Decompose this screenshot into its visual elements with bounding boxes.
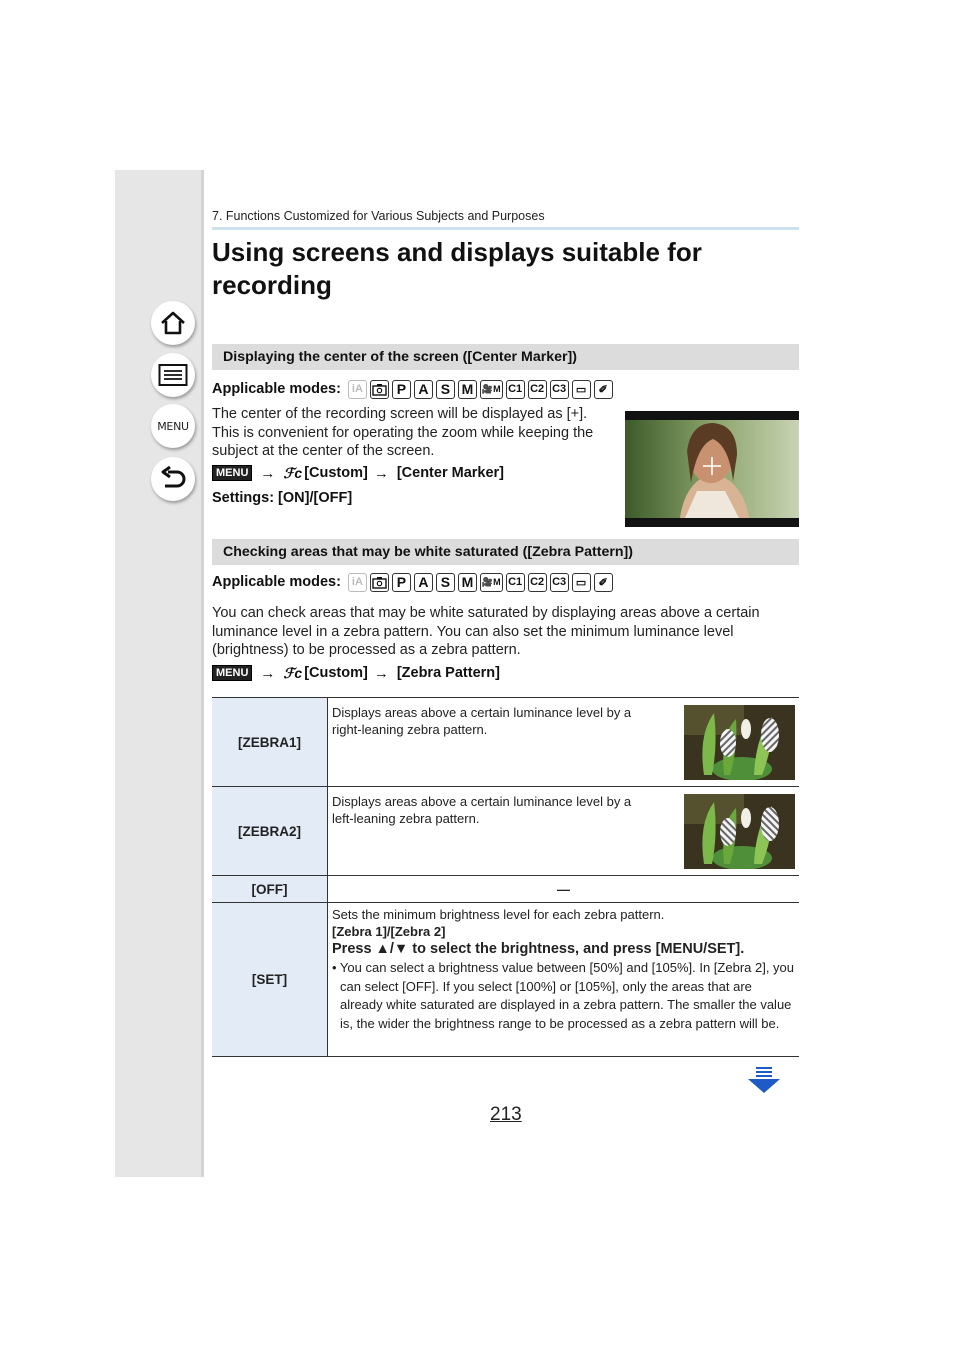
set-desc-line1: Sets the minimum brightness level for each zebra pattern. [332,907,665,922]
menu-badge-icon: MENU [212,665,252,681]
list-icon [158,363,188,387]
set-sub-heading: [Zebra 1]/[Zebra 2] [332,924,446,939]
set-note: • You can select a brightness value between [50%] and [105%]. In [Zebra 2], you can select [OFF]. If you select [100%] or [105%], only the areas that are already white saturated are displayed in a zebra pattern. The smaller the value is, the wider the brightness range to be processed as a zebra pattern will be. [332,960,795,1031]
mode-movie-m-icon: 🎥M [480,573,503,592]
page-title-line2: recording [212,270,332,300]
menu-path-custom: [Custom] [304,665,368,681]
arrow-icon: → [260,664,276,682]
desc1-line2: This is convenient for operating the zoom while keeping the [212,424,594,441]
chapter-rule [212,227,799,230]
sidebar-edge [201,170,204,1177]
mode-panorama-icon: ▭ [572,573,591,592]
menu-path-center-marker [212,463,504,483]
mode-m-icon: M [458,573,477,592]
mode-c1-icon: C1 [506,573,525,592]
option-name: [ZEBRA1] [212,698,328,787]
menu-button[interactable] [151,404,195,448]
menu-badge-icon: MENU [212,465,252,481]
custom-menu-icon: ℱc [283,664,303,681]
zebra1-desc-line1: Displays areas above a certain luminance level by a [332,705,632,720]
mode-c3-icon: C3 [550,380,569,399]
zebra2-example-image [684,794,795,869]
zebra2-desc-line1: Displays areas above a certain luminance level by a [332,794,632,809]
mode-p-icon: P [392,573,411,592]
next-page-arrow-icon [747,1066,781,1094]
mode-ia-plus-icon [370,380,389,399]
mode-c1-icon: C1 [506,380,525,399]
home-button[interactable] [151,301,195,345]
mode-p-icon: P [392,380,411,399]
page-title-line1: Using screens and displays suitable for [212,237,702,267]
back-button[interactable] [151,457,195,501]
menu-label: MENU [157,419,189,433]
arrow-icon: → [260,464,276,482]
next-page-button[interactable] [747,1066,781,1099]
mode-c3-icon: C3 [550,573,569,592]
zebra-description [212,604,760,660]
center-marker-description [212,405,593,461]
page-number: 213 [490,1104,522,1125]
center-marker-example-photo [625,411,799,527]
mode-a-icon: A [414,573,433,592]
set-instruction: Press ▲/▼ to select the brightness, and press [MENU/SET]. [332,941,745,957]
section-heading-center-marker: Displaying the center of the screen ([Center Marker]) [212,344,799,370]
mode-m-icon: M [458,380,477,399]
menu-path-item: [Zebra Pattern] [396,665,500,681]
page-title [212,236,792,302]
mode-creative-icon: ✐ [594,573,613,592]
desc2-line2: luminance level in a zebra pattern. You can also set the minimum luminance level [212,623,734,640]
chapter-heading: 7. Functions Customized for Various Subjects and Purposes [212,209,545,223]
table-row [212,698,799,787]
option-name: [ZEBRA2] [212,787,328,876]
settings-values: Settings: [ON]/[OFF] [212,490,353,506]
option-description: — [328,876,800,903]
option-description [328,698,800,787]
mode-c2-icon: C2 [528,573,547,592]
mode-c2-icon: C2 [528,380,547,399]
menu-path-custom: [Custom] [304,465,368,481]
zebra2-desc-line2: left-leaning zebra pattern. [332,811,480,826]
mode-ia-plus-icon [370,573,389,592]
applicable-modes-label: Applicable modes: [212,381,341,397]
mode-ia-icon: iA [348,380,367,399]
arrow-icon: → [373,664,389,682]
custom-menu-icon: ℱc [283,464,303,481]
menu-path-item: [Center Marker] [396,465,504,481]
contents-button[interactable] [151,353,195,397]
applicable-modes-2 [212,571,616,593]
desc1-line1: The center of the recording screen will be displayed as [+]. [212,406,588,422]
zebra1-desc-line2: right-leaning zebra pattern. [332,722,488,737]
zebra-options-table [212,697,799,1057]
mode-a-icon: A [414,380,433,399]
option-description [328,787,800,876]
mode-creative-icon: ✐ [594,380,613,399]
mode-movie-m-icon: 🎥M [480,380,503,399]
option-name: [OFF] [212,876,328,903]
zebra1-example-image [684,705,795,780]
desc1-line3: subject at the center of the screen. [212,443,435,459]
table-row [212,787,799,876]
back-arrow-icon [159,466,187,492]
table-row [212,903,799,1057]
mode-ia-icon: iA [348,573,367,592]
menu-path-zebra [212,663,500,683]
mode-s-icon: S [436,380,455,399]
option-name: [SET] [212,903,328,1057]
desc2-line3: (brightness) to be processed as a zebra pattern. [212,642,521,658]
applicable-modes-label: Applicable modes: [212,574,341,590]
desc2-line1: You can check areas that may be white saturated by displaying areas above a certain [212,605,760,621]
applicable-modes-1 [212,378,616,400]
mode-panorama-icon: ▭ [572,380,591,399]
table-row [212,876,799,903]
arrow-icon: → [373,464,389,482]
option-description [328,903,800,1057]
home-icon [159,309,187,337]
mode-s-icon: S [436,573,455,592]
section-heading-zebra-pattern: Checking areas that may be white saturated ([Zebra Pattern]) [212,539,799,565]
